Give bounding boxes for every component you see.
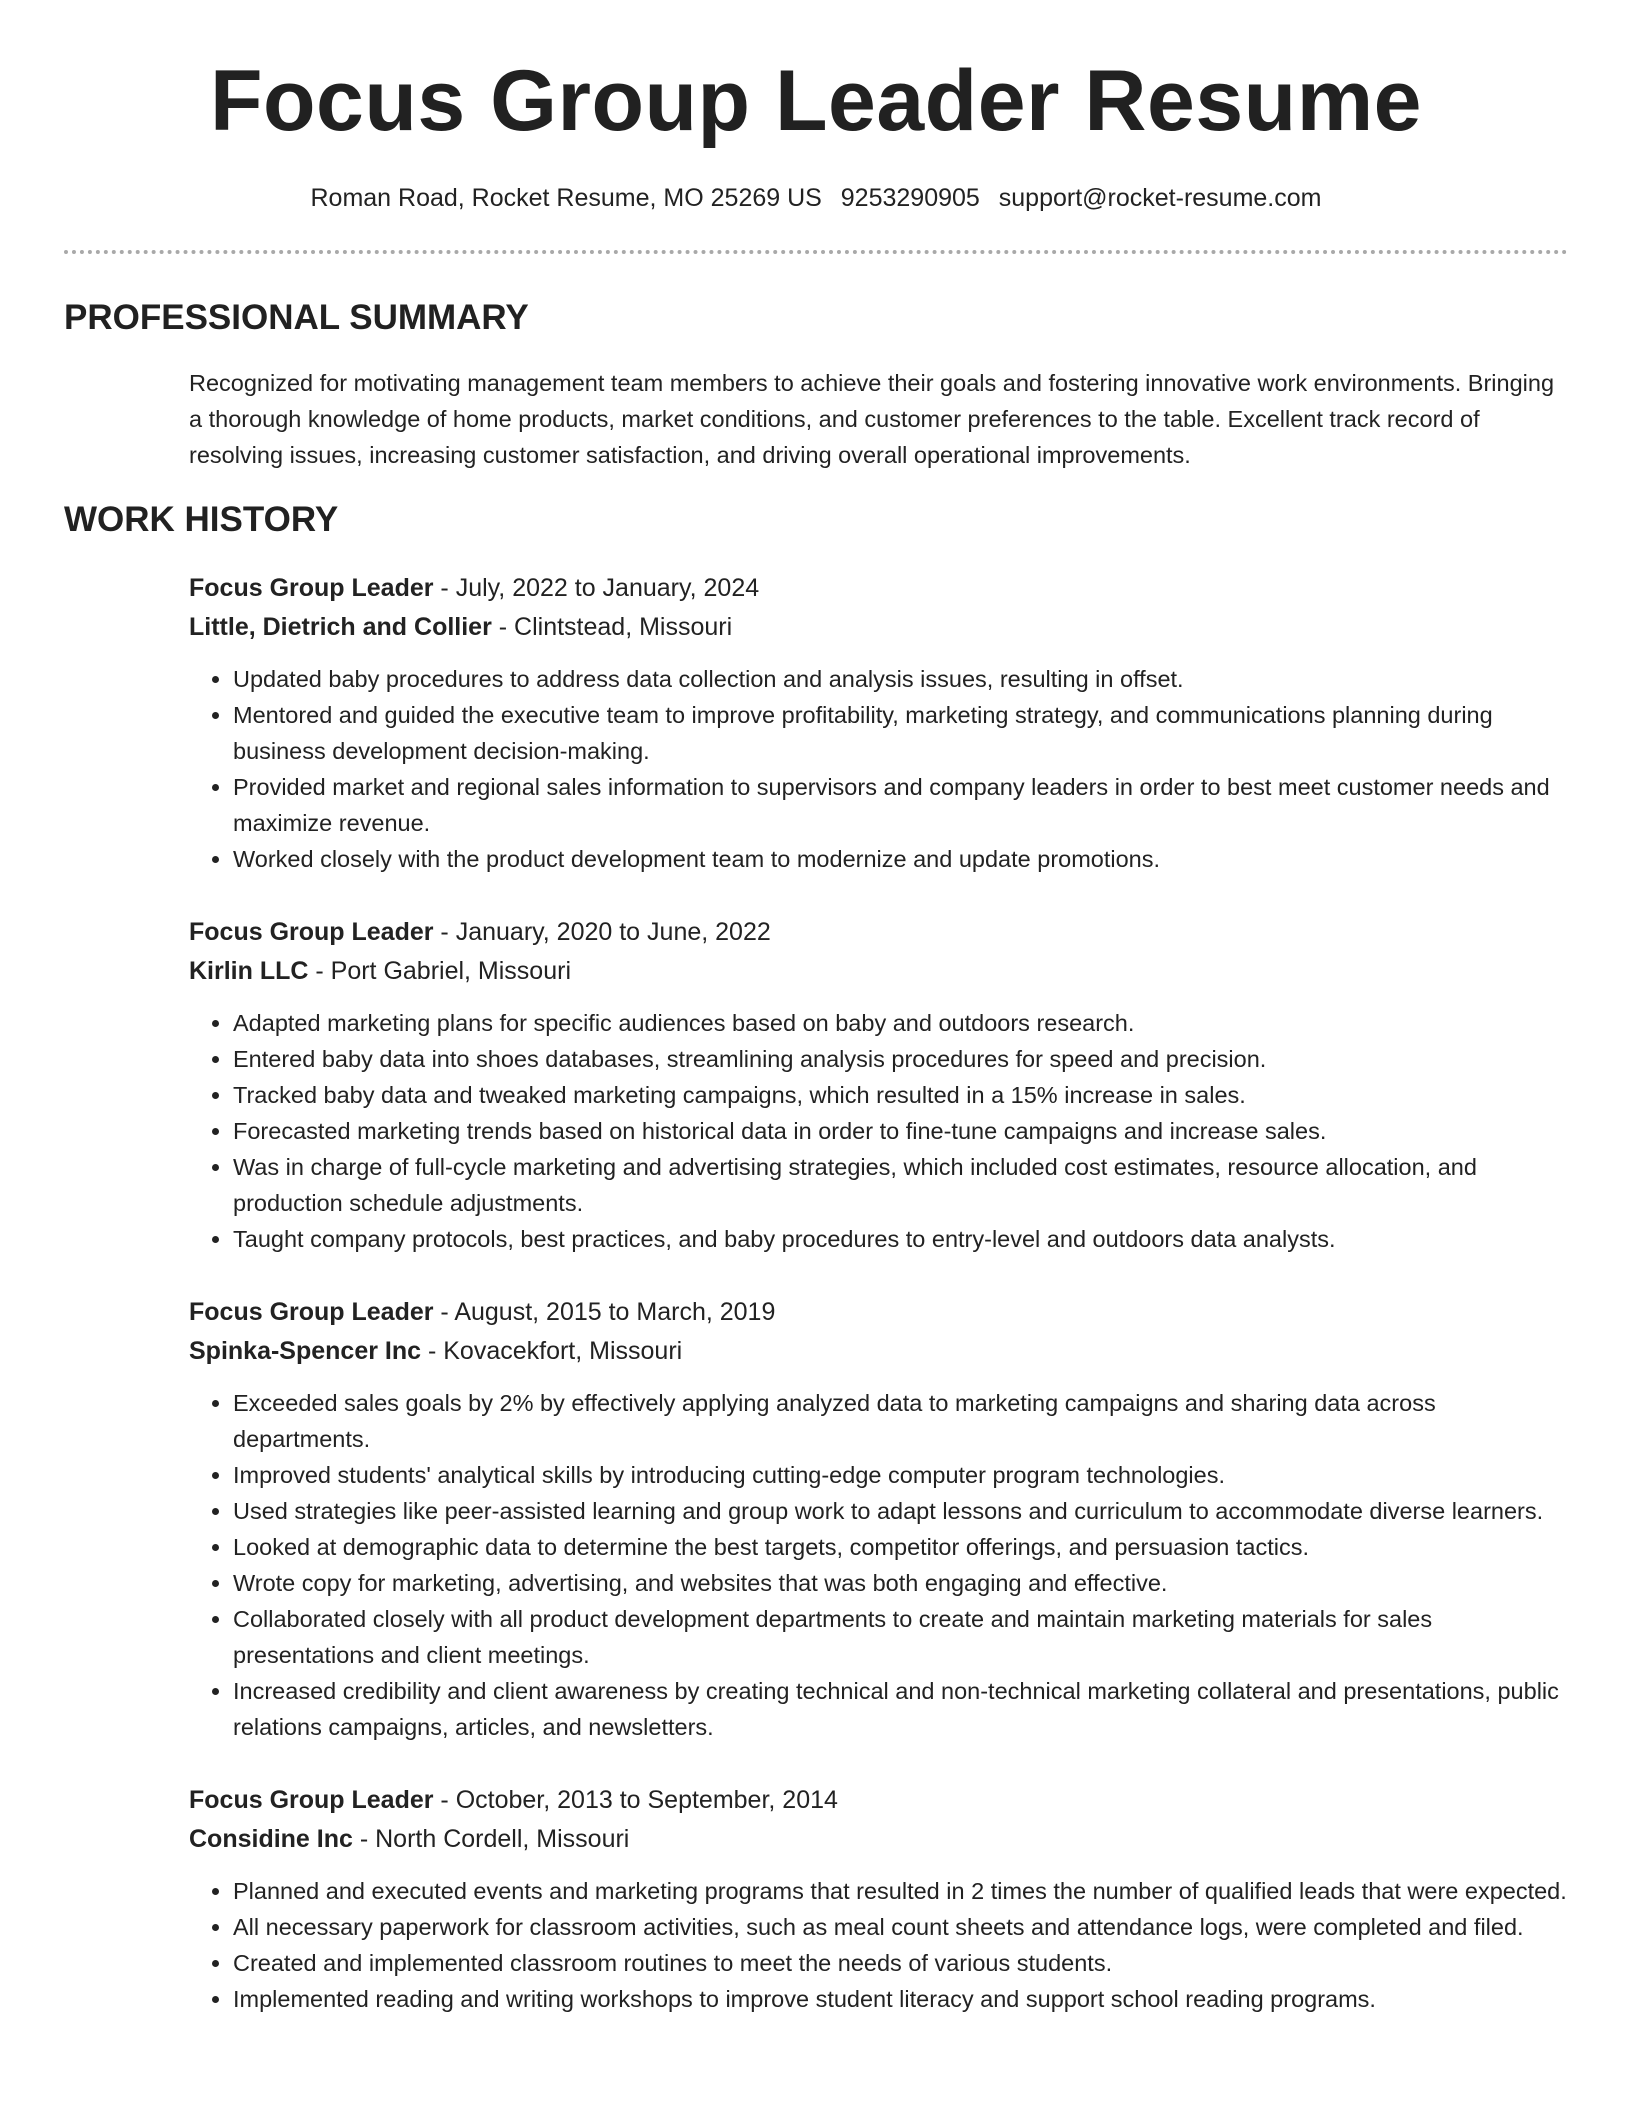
job-title: Focus Group Leader <box>189 1298 434 1326</box>
job-company: Little, Dietrich and Collier <box>189 613 492 641</box>
job-bullet: • Looked at demographic data to determine the best targets, competitor offerings, and persuasion tactics. <box>233 1529 1569 1565</box>
contact-address: Roman Road, Rocket Resume, MO 25269 US <box>310 184 822 212</box>
job-bullet: • Exceeded sales goals by 2% by effectively applying analyzed data to marketing campaigns and sharing data across departments. <box>233 1385 1569 1457</box>
job-company: Considine Inc <box>189 1825 353 1853</box>
job-bullet: • Used strategies like peer-assisted learning and group work to adapt lessons and curriculum to accommodate diverse learners. <box>233 1493 1569 1529</box>
job-bullet: • Worked closely with the product development team to modernize and update promotions. <box>233 841 1569 877</box>
job-location: - Port Gabriel, Missouri <box>308 957 571 985</box>
job-bullets <box>189 1005 1569 1257</box>
job-dates: - October, 2013 to September, 2014 <box>433 1786 838 1814</box>
job-bullet: • Implemented reading and writing workshops to improve student literacy and support school reading programs. <box>233 1981 1569 2017</box>
job-bullet: • Forecasted marketing trends based on historical data in order to fine-tune campaigns and increase sales. <box>233 1113 1569 1149</box>
job-bullet: • Entered baby data into shoes databases, streamlining analysis procedures for speed and precision. <box>233 1041 1569 1077</box>
job-dates: - July, 2022 to January, 2024 <box>433 574 760 602</box>
contact-line <box>0 184 1632 213</box>
page-title: Focus Group Leader Resume <box>209 53 1422 149</box>
job-title: Focus Group Leader <box>189 918 434 946</box>
job-title: Focus Group Leader <box>189 574 434 602</box>
job-bullet: • Updated baby procedures to address data collection and analysis issues, resulting in offset. <box>233 661 1569 697</box>
job-bullet: • Tracked baby data and tweaked marketing campaigns, which resulted in a 15% increase in sales. <box>233 1077 1569 1113</box>
job-bullet: • Planned and executed events and marketing programs that resulted in 2 times the number of qualified leads that were expected. <box>233 1873 1569 1909</box>
header-divider <box>64 250 1568 254</box>
job-bullet: • Improved students' analytical skills by introducing cutting-edge computer program technologies. <box>233 1457 1569 1493</box>
job-location: - Clintstead, Missouri <box>491 613 733 641</box>
job-location: - Kovacekfort, Missouri <box>421 1337 683 1365</box>
job-title-line <box>189 569 1569 608</box>
job-title-line <box>189 1781 1569 1820</box>
job-entry <box>189 1781 1569 2017</box>
job-bullet: • Adapted marketing plans for specific audiences based on baby and outdoors research. <box>233 1005 1569 1041</box>
job-bullet: • Taught company protocols, best practices, and baby procedures to entry-level and outdoors data analysts. <box>233 1221 1569 1257</box>
contact-email: support@rocket-resume.com <box>998 184 1322 212</box>
job-company: Spinka-Spencer Inc <box>189 1337 422 1365</box>
job-bullet: • Increased credibility and client awareness by creating technical and non-technical marketing collateral and presentations, public relations campaigns, articles, and newsletters. <box>233 1673 1569 1745</box>
summary-heading: PROFESSIONAL SUMMARY <box>64 298 529 337</box>
job-bullet: • Wrote copy for marketing, advertising, and websites that was both engaging and effective. <box>233 1565 1569 1601</box>
job-company-line <box>189 1820 1569 1859</box>
job-bullets <box>189 1385 1569 1745</box>
job-dates: - August, 2015 to March, 2019 <box>433 1298 776 1326</box>
job-bullet: • Provided market and regional sales information to supervisors and company leaders in order to best meet customer needs and maximize revenue. <box>233 769 1569 841</box>
job-company-line <box>189 952 1569 991</box>
job-bullets <box>189 1873 1569 2017</box>
job-entry <box>189 569 1569 877</box>
job-bullet: • Was in charge of full-cycle marketing and advertising strategies, which included cost estimates, resource allocation, and production schedule adjustments. <box>233 1149 1569 1221</box>
job-entry <box>189 913 1569 1257</box>
job-bullet: • Collaborated closely with all product development departments to create and maintain marketing materials for sales presentations and client meetings. <box>233 1601 1569 1673</box>
job-location: - North Cordell, Missouri <box>352 1825 630 1853</box>
work-history-list <box>189 569 1569 2053</box>
job-company: Kirlin LLC <box>189 957 309 985</box>
job-company-line <box>189 608 1569 647</box>
job-bullet: • Created and implemented classroom routines to meet the needs of various students. <box>233 1945 1569 1981</box>
job-entry <box>189 1293 1569 1745</box>
job-bullet: • All necessary paperwork for classroom activities, such as meal count sheets and attendance logs, were completed and filed. <box>233 1909 1569 1945</box>
job-title-line <box>189 913 1569 952</box>
contact-phone: 9253290905 <box>840 184 980 212</box>
job-bullets <box>189 661 1569 877</box>
job-dates: - January, 2020 to June, 2022 <box>433 918 771 946</box>
work-history-heading: WORK HISTORY <box>64 500 339 539</box>
job-title-line <box>189 1293 1569 1332</box>
job-bullet: • Mentored and guided the executive team to improve profitability, marketing strategy, and communications planning during business development decision-making. <box>233 697 1569 769</box>
job-title: Focus Group Leader <box>189 1786 434 1814</box>
summary-text: Recognized for motivating management team members to achieve their goals and fostering innovative work environments. Bringing a thorough knowledge of home products, market conditions, and customer preferences to the table. Excellent track record of resolving issues, increasing customer satisfaction, and driving overall operational improvements. <box>189 370 1555 468</box>
job-company-line <box>189 1332 1569 1371</box>
